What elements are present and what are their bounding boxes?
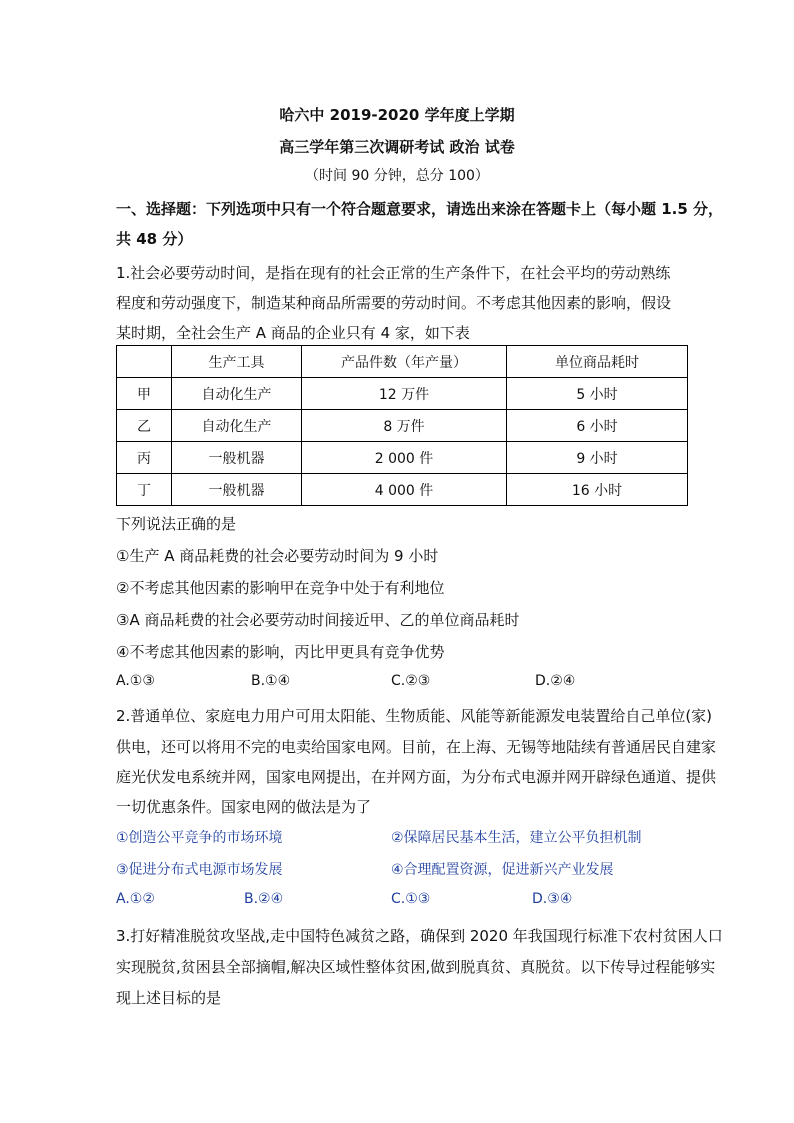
q1-prompt: 下列说法正确的是 <box>116 515 237 533</box>
q1-option-a: A.①③ <box>116 673 155 689</box>
table-cell: 甲 <box>117 378 172 410</box>
q1-statement: ①生产 A 商品耗费的社会必要劳动时间为 9 小时 <box>116 547 439 565</box>
q2-option-c: C.①③ <box>391 891 431 907</box>
section-heading-line1: 一、选择题：下列选项中只有一个符合题意要求，请选出来涂在答题卡上（每小题 1.5 分， <box>116 200 724 218</box>
table-cell: 一般机器 <box>172 474 302 506</box>
q2-line: 2.普通单位、家庭电力用户可用太阳能、生物质能、风能等新能源发电装置给自己单位(家) <box>116 707 713 725</box>
q2-option-b: B.②④ <box>244 891 284 907</box>
q2-line: 供电，还可以将用不完的电卖给国家电网。目前，在上海、无锡等地陆续有普通居民自建家 <box>116 738 717 756</box>
production-table <box>116 345 688 506</box>
table-header-cell: 单位商品耗时 <box>507 346 688 378</box>
q1-option-d: D.②④ <box>535 673 576 689</box>
q2-statement: ②保障居民基本生活，建立公平负担机制 <box>391 830 642 846</box>
q1-line: 程度和劳动强度下，制造某种商品所需要的劳动时间。不考虑其他因素的影响，假设 <box>116 294 672 312</box>
q3-line: 实现脱贫,贫困县全部摘帽,解决区域性整体贫困,做到脱真贫、真脱贫。以下传导过程能够实 <box>116 958 716 976</box>
q2-option-a: A.①② <box>116 891 155 907</box>
table-cell: 5 小时 <box>507 378 688 410</box>
table-cell: 2 000 件 <box>302 442 507 474</box>
school-title: 哈六中 2019-2020 学年度上学期 <box>279 106 515 124</box>
q1-line: 某时期，全社会生产 A 商品的企业只有 4 家，如下表 <box>116 324 470 342</box>
exam-title: 高三学年第三次调研考试 政治 试卷 <box>279 138 515 156</box>
table-cell: 自动化生产 <box>172 410 302 442</box>
table-cell: 乙 <box>117 410 172 442</box>
q1-statement: ④不考虑其他因素的影响，丙比甲更具有竞争优势 <box>116 643 445 661</box>
table-header-row <box>117 346 688 378</box>
table-cell: 8 万件 <box>302 410 507 442</box>
table-cell: 4 000 件 <box>302 474 507 506</box>
table-cell: 6 小时 <box>507 410 688 442</box>
table-header-cell: 产品件数（年产量） <box>302 346 507 378</box>
q1-line: 1.社会必要劳动时间，是指在现有的社会正常的生产条件下，在社会平均的劳动熟练 <box>116 264 671 282</box>
table-header-cell <box>117 346 172 378</box>
q2-statement: ③促进分布式电源市场发展 <box>116 862 283 878</box>
table-row <box>117 442 688 474</box>
exam-info: （时间 90 分钟，总分 100） <box>305 168 489 184</box>
table-cell: 16 小时 <box>507 474 688 506</box>
table-row <box>117 474 688 506</box>
table-header-cell: 生产工具 <box>172 346 302 378</box>
table-cell: 丙 <box>117 442 172 474</box>
table-cell: 9 小时 <box>507 442 688 474</box>
section-heading-line2: 共 48 分） <box>116 230 193 248</box>
table-cell: 12 万件 <box>302 378 507 410</box>
q3-line: 现上述目标的是 <box>116 989 222 1007</box>
q3-line: 3.打好精准脱贫攻坚战,走中国特色减贫之路，确保到 2020 年我国现行标准下农村贫困人口 <box>116 927 723 945</box>
q2-option-d: D.③④ <box>532 891 573 907</box>
q2-line: 庭光伏发电系统并网，国家电网提出，在并网方面，为分布式电源并网开辟绿色通道、提供 <box>116 768 717 786</box>
table-row <box>117 378 688 410</box>
table-cell: 一般机器 <box>172 442 302 474</box>
q2-statement: ④合理配置资源，促进新兴产业发展 <box>391 862 614 878</box>
q1-option-c: C.②③ <box>391 673 431 689</box>
q1-option-b: B.①④ <box>251 673 291 689</box>
q2-statement: ①创造公平竞争的市场环境 <box>116 830 283 846</box>
table-row <box>117 410 688 442</box>
q1-statement: ③A 商品耗费的社会必要劳动时间接近甲、乙的单位商品耗时 <box>116 611 520 629</box>
table-cell: 丁 <box>117 474 172 506</box>
q2-line: 一切优惠条件。国家电网的做法是为了 <box>116 798 372 816</box>
q1-statement: ②不考虑其他因素的影响甲在竞争中处于有利地位 <box>116 579 445 597</box>
table-cell: 自动化生产 <box>172 378 302 410</box>
